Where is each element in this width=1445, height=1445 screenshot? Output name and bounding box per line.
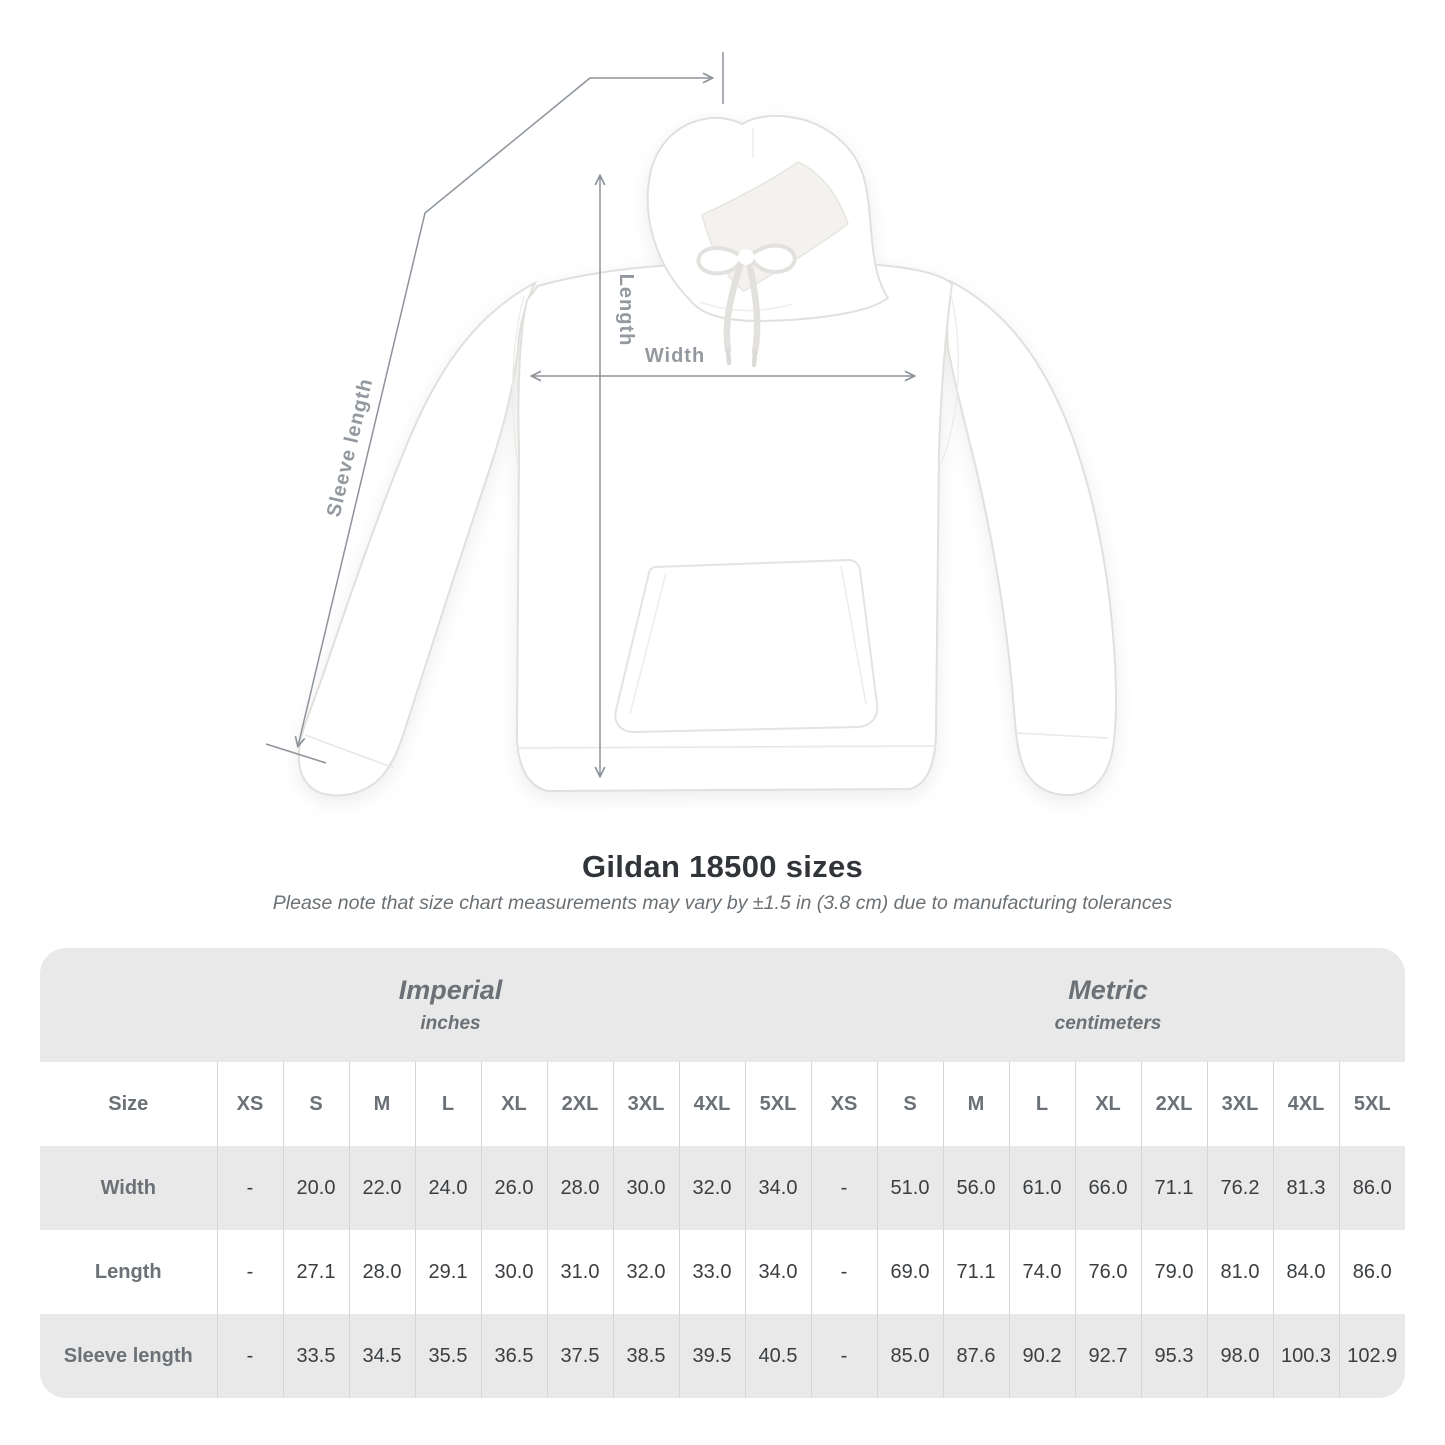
measurement-cell: 87.6 [943, 1314, 1009, 1398]
measurement-cell: 81.3 [1273, 1146, 1339, 1230]
measure-row-1 [40, 1230, 1405, 1314]
measurement-cell: 30.0 [481, 1230, 547, 1314]
measurement-cell: 36.5 [481, 1314, 547, 1398]
size-header-row [40, 1062, 1405, 1146]
measurement-cell: 56.0 [943, 1146, 1009, 1230]
measurement-cell: 34.5 [349, 1314, 415, 1398]
measurement-cell: 40.5 [745, 1314, 811, 1398]
measurement-cell: 74.0 [1009, 1230, 1075, 1314]
measurement-cell: 92.7 [1075, 1314, 1141, 1398]
measurement-cell: 30.0 [613, 1146, 679, 1230]
metric-group-unit: centimeters [1054, 1013, 1162, 1034]
size-column-header: 3XL [613, 1062, 679, 1146]
size-column-header: 4XL [679, 1062, 745, 1146]
measurement-cell: 24.0 [415, 1146, 481, 1230]
width-measure-label: Width [644, 345, 706, 367]
measurement-cell: 76.2 [1207, 1146, 1273, 1230]
measurement-cell: 32.0 [613, 1230, 679, 1314]
measurement-cell: 90.2 [1009, 1314, 1075, 1398]
measurement-cell: 26.0 [481, 1146, 547, 1230]
measurement-cell: 29.1 [415, 1230, 481, 1314]
measurement-cell: 71.1 [1141, 1146, 1207, 1230]
measurement-cell: 28.0 [547, 1146, 613, 1230]
hoodie-photo [299, 116, 1116, 796]
size-column-header: XS [811, 1062, 877, 1146]
size-column-header: XL [1075, 1062, 1141, 1146]
measurement-cell: 100.3 [1273, 1314, 1339, 1398]
size-header-label: Size [108, 1092, 149, 1115]
size-column-header: XL [481, 1062, 547, 1146]
measurement-cell: 35.5 [415, 1314, 481, 1398]
hoodie-right-sleeve [947, 281, 1116, 795]
size-column-header: 5XL [745, 1062, 811, 1146]
measurement-cell: - [217, 1314, 283, 1398]
measure-row-0 [40, 1146, 1405, 1230]
imperial-group-header [40, 948, 811, 1062]
size-column-header: 2XL [547, 1062, 613, 1146]
measurement-cell: 102.9 [1339, 1314, 1405, 1398]
measurement-cell: - [217, 1230, 283, 1314]
size-column-header: 5XL [1339, 1062, 1405, 1146]
row-label-length: Length [94, 1260, 162, 1283]
measurement-cell: 37.5 [547, 1314, 613, 1398]
hoodie-left-sleeve [299, 283, 535, 795]
measurement-cell: 71.1 [943, 1230, 1009, 1314]
measurement-cell: 38.5 [613, 1314, 679, 1398]
measurement-cell: 95.3 [1141, 1314, 1207, 1398]
size-column-header: M [943, 1062, 1009, 1146]
measurement-cell: 86.0 [1339, 1230, 1405, 1314]
size-column-header: 4XL [1273, 1062, 1339, 1146]
size-chart-card [40, 948, 1405, 1398]
size-column-header: L [415, 1062, 481, 1146]
measurement-cell: 61.0 [1009, 1146, 1075, 1230]
measurement-cell: 51.0 [877, 1146, 943, 1230]
size-chart-table [40, 948, 1405, 1398]
measurement-cell: 98.0 [1207, 1314, 1273, 1398]
measurement-cell: 27.1 [283, 1230, 349, 1314]
page-subtitle: Please note that size chart measurements may vary by ±1.5 in (3.8 cm) due to manufacturing tolerances [272, 892, 1173, 914]
size-column-header: L [1009, 1062, 1075, 1146]
measurement-cell: 34.0 [745, 1146, 811, 1230]
measurement-cell: 86.0 [1339, 1146, 1405, 1230]
sleeve-measure-label: Sleeve length [322, 375, 378, 520]
measurement-cell: 79.0 [1141, 1230, 1207, 1314]
measurement-cell: 85.0 [877, 1314, 943, 1398]
measurement-cell: 84.0 [1273, 1230, 1339, 1314]
measurement-cell: 32.0 [679, 1146, 745, 1230]
measurement-cell: 81.0 [1207, 1230, 1273, 1314]
size-column-header: S [283, 1062, 349, 1146]
measurement-cell: 20.0 [283, 1146, 349, 1230]
unit-group-row [40, 948, 1405, 1062]
metric-group-header [811, 948, 1405, 1062]
measurement-cell: 34.0 [745, 1230, 811, 1314]
hoodie-pocket [615, 560, 877, 732]
length-measure-label: Length [615, 273, 637, 347]
size-column-header: XS [217, 1062, 283, 1146]
row-label-width: Width [100, 1176, 156, 1199]
measurement-cell: - [811, 1314, 877, 1398]
measurement-cell: 22.0 [349, 1146, 415, 1230]
size-column-header: S [877, 1062, 943, 1146]
imperial-group-unit: inches [420, 1013, 481, 1034]
row-label-sleeve-length: Sleeve length [63, 1344, 193, 1367]
measurement-cell: - [811, 1146, 877, 1230]
size-column-header: M [349, 1062, 415, 1146]
measurement-cell: - [811, 1230, 877, 1314]
measurement-cell: 28.0 [349, 1230, 415, 1314]
measurement-cell: 66.0 [1075, 1146, 1141, 1230]
metric-group-title: Metric [1068, 975, 1148, 1005]
measurement-cell: 33.0 [679, 1230, 745, 1314]
size-column-header: 3XL [1207, 1062, 1273, 1146]
measurement-cell: - [217, 1146, 283, 1230]
measurement-cell: 76.0 [1075, 1230, 1141, 1314]
size-column-header: 2XL [1141, 1062, 1207, 1146]
measurement-cell: 39.5 [679, 1314, 745, 1398]
measurement-cell: 69.0 [877, 1230, 943, 1314]
measurement-cell: 33.5 [283, 1314, 349, 1398]
measurement-cell: 31.0 [547, 1230, 613, 1314]
page-title: Gildan 18500 sizes [581, 849, 864, 884]
imperial-group-title: Imperial [398, 975, 503, 1005]
measure-row-2 [40, 1314, 1405, 1398]
